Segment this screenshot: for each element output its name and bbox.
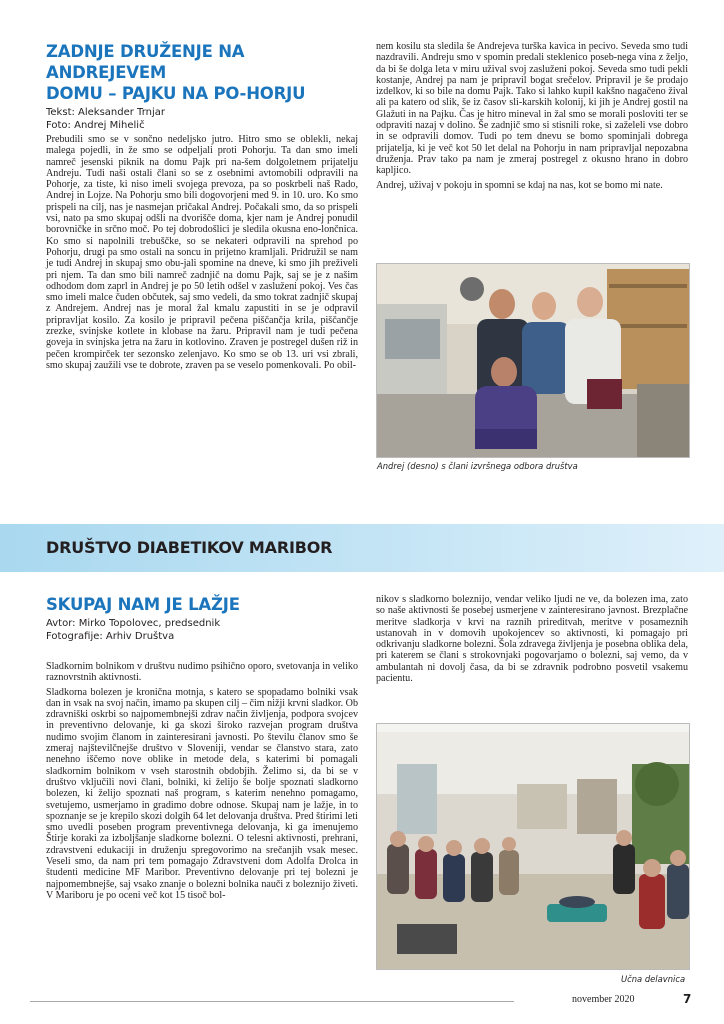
section-band-title: DRUŠTVO DIABETIKOV MARIBOR [46,538,333,557]
workshop-photo-image [377,724,689,969]
article1-photo-caption: Andrej (desno) s člani izvršnega odbora društva [377,461,578,471]
article1-header [46,41,356,132]
article2-column-right [376,594,688,687]
footer-date: november 2020 [572,994,635,1005]
article2-photo-credit: Fotografije: Arhiv Društva [46,631,175,642]
page-number: 7 [683,992,692,1006]
article1-title-line1: ZADNJE DRUŽENJE NA ANDREJEVEM [46,42,245,82]
article2-photo [376,723,690,970]
article1-paragraph: Prebudili smo se v sončno nedeljsko jutro. Hitro smo se oblekli, nekaj malega pojedli, in že smo se odpeljali proti Pohorju. Ta dan smo imeli namreč jesenski piknik na domu Pajk pri na-šem dolgoletnem prijatelju Andreju. Tudi naši ostali člani so se z osebnimi avtomobili odpravili na Pohorje, za tiste, ki niso imeli svojega prevoza, pa so poskrbeli naš Rado, Andrej in Lojze. Na Pohorju smo bili dogovorjeni med 9. in 10. uro. Ko smo prispeli na cilj, nas je nasmejan pričakal Andrej. Počakali smo, da so prispeli vsi, nato pa smo skupaj odšli na dvorišče doma, kjer nam je Andrej ponudil borovničke in srčno moč. Po tej dobrodošlici je sledila okusna eno-lončnica. Ko smo si napolnili trebuščke, so se nekateri odpravili na sprehod po Pohorju, drugi pa smo ostali na soncu in prijetno kramljali. Pridružil se nam je tudi Andrej in skupaj smo obu-jali spomine na dneve, ki smo jih preživeli pri njem. Ta dan smo bili namreč zadnjič na domu Pajk, saj se je z našim odhodom dom zaprl in Andrej je po 50 letih odšel v zasluženi pokoj. Ves čas smo imeli malce čuden občutek, saj smo vedeli, da smo tokrat zadnjič skupaj z Andrejem. Andrej nas je moral žal kmalu zapustiti in se je odpravil pripravljat kosilo. Za kosilo je pripravil pečena piščančja krila, piščančje zrezke, svinjske kotlete in klobase na žaru. Pripravil nam je tudi pečena goveja in svinjska jetra na žaru in kotlovino. Zraven je postregel dušen riž in pečen krompirček ter sezonsko zelenjavo. Ko smo se ob 13. uri vsi zbrali, smo skupaj zaužili vse te dobrote, zraven pa se veselo pomenkovali. Po obil- [46,134,358,371]
article2-column-left [46,661,358,904]
article1-photo-credit: Foto: Andrej Mihelič [46,120,145,131]
group-photo-image [377,264,689,457]
article2-paragraph: Sladkorna bolezen je kronična motnja, s katero se spopadamo bolniki vsak dan in vsak na svoj način, imamo pa skupen cilj – čim nižji krvni sladkor. Ob zdravniški oskrbi so najpomembnejši zdrav način življenja, podpora svojcev in preventivno delovanje, ki ga skozi široko razvejan program društva nudimo svojim članom in zainteresirani javnosti. Po številu članov smo še zmeraj najštevilčnejše društvo v Sloveniji, vendar se članstvo stara, zato nenehno iščemo nove oblike in metode dela, s katerimi bi pomagali sladkornim bolnikom v vseh starostnih obdobjih. Želimo si, da bi se v društvo vključili novi člani, bolniki, ki želijo še bolje spoznati sladkorno bolezen, ki želijo spoznati naš program, s katerim nenehno pomagamo, svetujemo, usmerjamo in gradimo dobre odnose. Skupaj nam je lažje, in to spoznanje se je krepilo skozi dolgih 64 let delovanja društva. Pred štirimi leti smo uvedli poseben program preventivnega delovanja, ki ga imenujemo Štirje koraki za izboljšanje sladkorne bolezni. O telesni aktivnosti, prehrani, zdravstveni edukaciji in druženju spregovorimo na srečanjih vsak mesec. Veseli smo, da nam pri tem pomagajo Zdravstveni dom Adolfa Drolca in študenti medicine MF Maribor. Preventivno delovanje pri tej bolezni je najpomembnejše, saj vsako znanje o bolezni bolnika nauči z boleznijo živeti. V Mariboru je po oceni več kot 15 tisoč bol- [46,686,359,901]
article2-title: SKUPAJ NAM JE LAŽJE [46,595,240,614]
footer-divider [30,1001,514,1002]
article1-title-line2: DOMU – PAJKU NA PO-HORJU [46,84,306,103]
article2-paragraph: nikov s sladkorno boleznijo, vendar veliko ljudi ne ve, da bolezen ima, zato so naše aktivnosti še posebej usmerjene v zainteresirano javnost. Brezplačne meritve sladkorja v krvi na raznih prireditvah, meritve v posameznih ustanovah in v domovih upokojencev so aktivnosti, ki pomagajo pri odkrivanju sladkorne bolezni. Šola zdravega življenja je posebna oblika dela, pri katerem se člani s strokovnjaki pogovarjamo o bolezni, saj vemo, da v ambulantah ni dovolj časa, da bi se zdravnik podrobno posvetil vsakemu pacientu. [376,594,688,685]
article2-paragraph: Sladkornim bolnikom v društvu nudimo psihično oporo, svetovanja in veliko raznovrstnih aktivnosti. [46,661,358,684]
article2-header [46,594,356,643]
article2-photo-caption: Učna delavnica [621,974,686,984]
article1-title [46,41,356,104]
article1-column-left [46,134,358,374]
article1-paragraph: Andrej, uživaj v pokoju in spomni se kdaj na nas, kot se bomo mi nate. [376,179,663,191]
article1-photo [376,263,690,458]
article1-text-credit: Tekst: Aleksander Trnjar [46,107,165,118]
section-band [0,524,724,572]
article1-column-right [376,41,688,194]
article1-paragraph: nem kosilu sta sledila še Andrejeva turška kavica in pecivo. Seveda smo tudi nazdravili. Andreju smo v spomin predali steklenico poseb-nega vina z željo, da bi še dolga leta v miru užival svoj zasluženi pokoj. Seveda smo tudi pekli kostanje, Andrej pa nam je pripravil bogat srečelov. Pripravil je še prodajo izdelkov, ki so bile na domu Pajk. Tako si lahko kupil kakšno nagačeno žival ali pa katero od slik, še iz časov sli-karskih kolonij, ki jih je Andrej gostil na Glažuti in na Pajku. Čas je hitro mineval in žal smo se morali posloviti ter se odpraviti nazaj v dolino. Še zadnjič smo si stisnili roke, si zaželeli vse dobro in se odpravili domov. Tudi po tem dnevu se bomo spominjali dobrega prijatelja, ki je več kot 50 let delal na Pohorju in nam pripravljal nepozabna druženja. Prav tako pa nam je zmeraj postregel z okusno hrano in dobro kapljico. [376,41,688,177]
article2-author-credit: Avtor: Mirko Topolovec, predsednik [46,618,221,629]
